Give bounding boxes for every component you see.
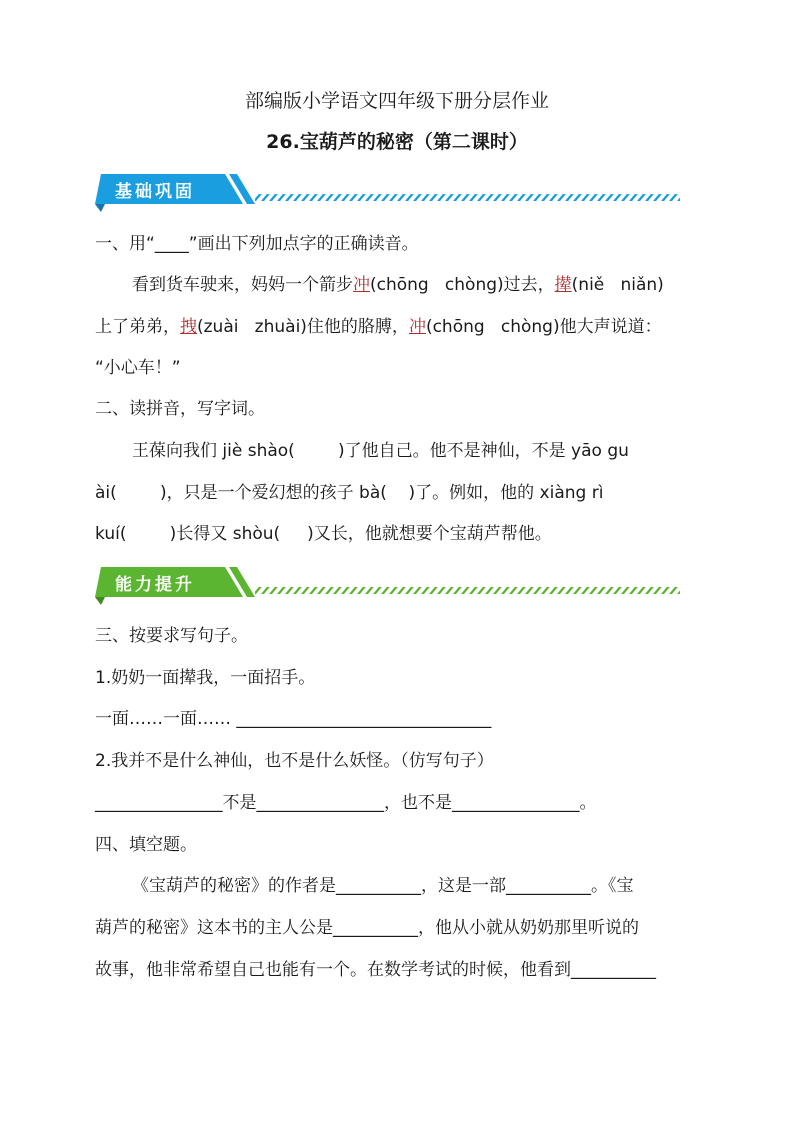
dotted-char: 冲 <box>408 317 426 337</box>
q4-heading: 四、填空题。 <box>95 835 197 855</box>
q1-line-2: 上了弟弟，拽(zuài zhuài)住他的胳膊，冲(chōng chòng)他大声说道： <box>95 317 662 337</box>
q3-answer-2: _______________不是_______________，也不是_______________。 <box>95 793 597 813</box>
q2-line-2: ài( )，只是一个爱幻想的孩子 bà( )了。例如，他的 xiàng rì <box>95 483 604 503</box>
section-label-basic: 基础巩固 <box>115 182 195 202</box>
q2-line-3: kuí( )长得又 shòu( )又长，他就想要个宝葫芦帮他。 <box>95 524 552 544</box>
q2-heading: 二、读拼音，写字词。 <box>95 399 265 419</box>
q3-answer-1: 一面……一面…… ______________________________ <box>95 709 492 729</box>
q3-heading: 三、按要求写句子。 <box>95 626 248 646</box>
q1-heading: 一、用“____”画出下列加点字的正确读音。 <box>95 234 419 254</box>
section-banner-ability <box>95 563 685 605</box>
dotted-char: 撵 <box>554 275 572 295</box>
section-label-ability: 能力提升 <box>115 575 195 595</box>
q2-line-1: 王葆向我们 jiè shào( )了他自己。他不是神仙，不是 yāo gu <box>132 441 629 461</box>
dotted-char: 拽 <box>180 317 197 337</box>
lesson-title: 26.宝葫芦的秘密（第二课时） <box>266 131 528 153</box>
q1-line-1: 看到货车驶来，妈妈一个箭步冲(chōng chòng)过去，撵(niě niǎn) <box>132 275 664 295</box>
page-title: 部编版小学语文四年级下册分层作业 <box>244 90 549 112</box>
q4-line-3: 故事，他非常希望自己也能有一个。在数学考试的时候，他看到__________ <box>95 960 656 980</box>
q1-line-3: “小心车！” <box>95 358 181 378</box>
q3-sentence-1: 1.奶奶一面撵我，一面招手。 <box>95 668 316 688</box>
q4-line-2: 葫芦的秘密》这本书的主人公是__________，他从小就从奶奶那里听说的 <box>95 918 639 938</box>
q4-line-1: 《宝葫芦的秘密》的作者是__________，这是一部__________。《宝 <box>132 876 634 896</box>
dotted-char: 冲 <box>353 275 370 295</box>
q3-sentence-2: 2.我并不是什么神仙，也不是什么妖怪。（仿写句子） <box>95 751 494 771</box>
section-banner-basic <box>95 170 685 212</box>
